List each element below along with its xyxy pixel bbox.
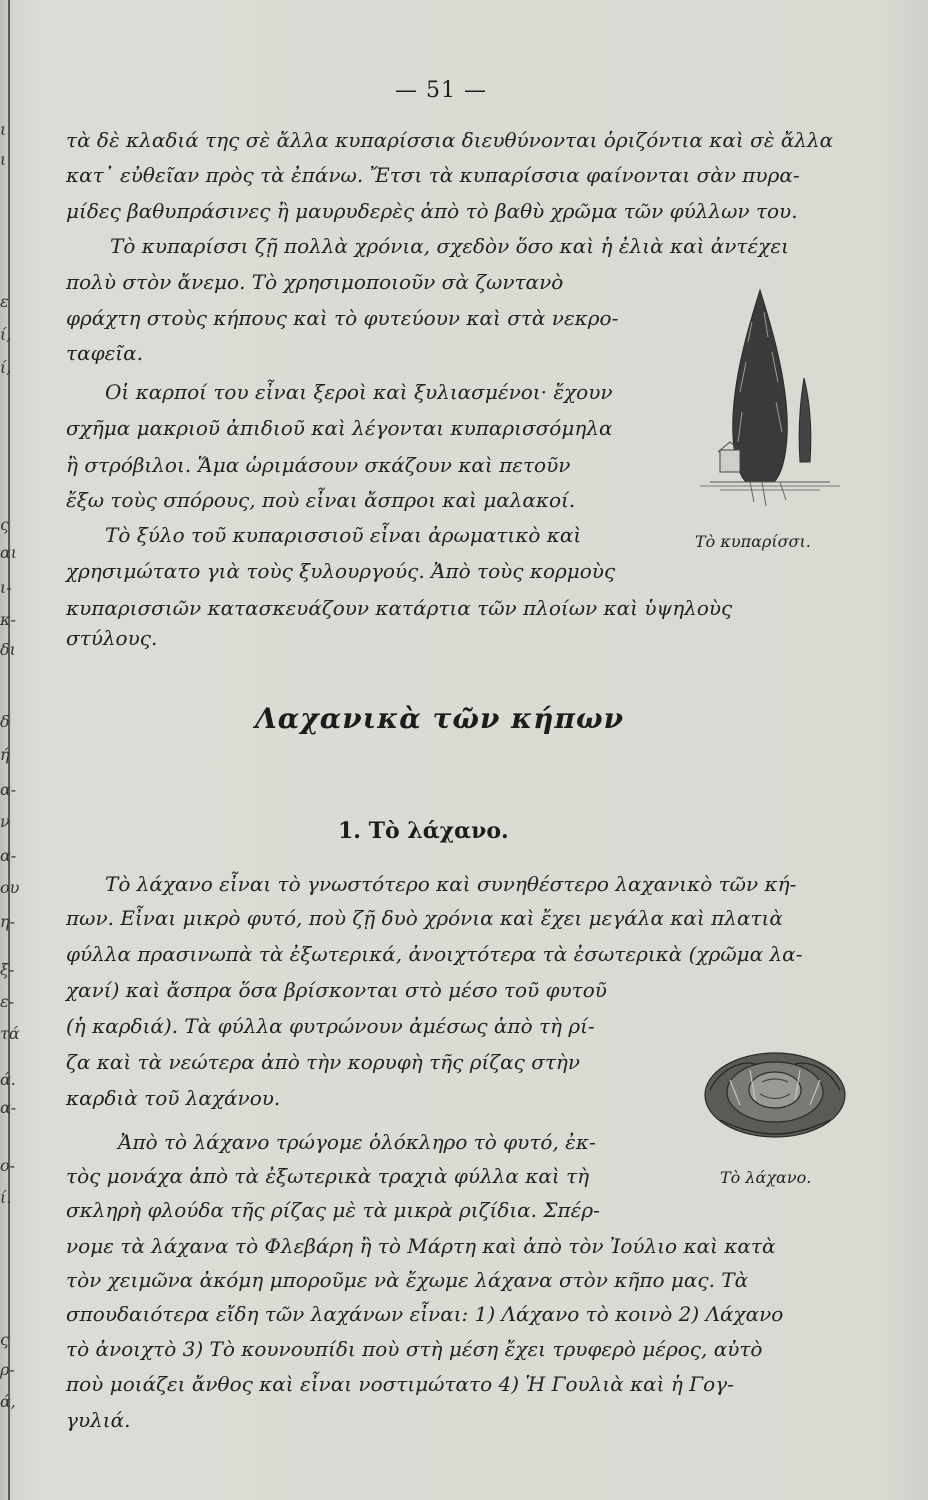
margin-fragment: α- <box>0 1098 17 1117</box>
margin-fragment: δ <box>0 712 10 731</box>
margin-fragment: ε <box>0 292 9 311</box>
cabbage-text-line: τὸς μονάχα ἀπὸ τὰ ἐξωτερικὰ τραχιὰ φύλλα καὶ τὴ <box>66 1164 590 1188</box>
cypress-text-line: σχῆμα μακριοῦ ἀπιδιοῦ καὶ λέγονται κυπαρισσόμηλα <box>66 416 613 440</box>
cypress-text-line: στύλους. <box>66 626 158 650</box>
margin-fragment: δι <box>0 640 16 659</box>
margin-fragment: ρ- <box>0 1360 15 1379</box>
margin-fragment: α- <box>0 780 17 799</box>
page-number: — 51 — <box>395 78 487 103</box>
margin-fragment: ί, <box>0 358 12 377</box>
cypress-illustration <box>690 282 850 522</box>
margin-fragment: ι- <box>0 578 12 597</box>
section-title: Λαχανικὰ τῶν κήπων <box>255 702 625 735</box>
cabbage-text-line: σκληρὴ φλούδα τῆς ρίζας μὲ τὰ μικρὰ ριζίδια. Σπέρ- <box>66 1198 600 1222</box>
cabbage-text-line: γυλιά. <box>66 1408 131 1432</box>
cabbage-caption: Τὸ λάχανο. <box>720 1168 812 1187</box>
margin-fragment: ά. <box>0 1070 16 1089</box>
cabbage-text-line: ποὺ μοιάζει ἄνθος καὶ εἶναι νοστιμώτατο 4) Ἡ Γουλιὰ καὶ ἡ Γογ- <box>66 1372 734 1396</box>
cabbage-text-line: νομε τὰ λάχανα τὸ Φλεβάρη ἢ τὸ Μάρτη καὶ ἀπὸ τὸν Ἰούλιο καὶ κατὰ <box>66 1234 776 1258</box>
cypress-text-line: Τὸ ξύλο τοῦ κυπαρισσιοῦ εἶναι ἀρωματικὸ καὶ <box>105 523 582 547</box>
subsection-title: 1. Τὸ λάχανο. <box>338 818 509 844</box>
cabbage-text-line: σπουδαιότερα εἴδη τῶν λαχάνων εἶναι: 1) Λάχανο τὸ κοινὸ 2) Λάχανο <box>66 1302 784 1326</box>
cypress-text-line: κατ᾽ εὐθεῖαν πρὸς τὰ ἐπάνω. Ἔτσι τὰ κυπαρίσσια φαίνονται σὰν πυρα- <box>66 163 800 187</box>
cypress-text-line: ταφεῖα. <box>66 341 144 365</box>
cypress-text-line: χρησιμώτατο γιὰ τοὺς ξυλουργούς. Ἀπὸ τοὺς κορμοὺς <box>66 559 616 583</box>
margin-fragment: α- <box>0 846 17 865</box>
cabbage-text-line: Ἀπὸ τὸ λάχανο τρώγομε ὁλόκληρο τὸ φυτό, ἐκ- <box>118 1130 596 1154</box>
cabbage-text-line: τὸν χειμῶνα ἀκόμη μποροῦμε νὰ ἔχωμε λάχανα στὸν κῆπο μας. Τὰ <box>66 1268 749 1292</box>
margin-fragment: ε- <box>0 992 14 1011</box>
cypress-text-line: κυπαρισσιῶν κατασκευάζουν κατάρτια τῶν πλοίων καὶ ὑψηλοὺς <box>66 596 733 620</box>
margin-fragment: ξ- <box>0 960 15 979</box>
margin-fragment: ο- <box>0 1156 16 1175</box>
cypress-text-line: φράχτη στοὺς κήπους καὶ τὸ φυτεύουν καὶ στὰ νεκρο- <box>66 306 619 330</box>
cypress-text-line: Τὸ κυπαρίσσι ζῇ πολλὰ χρόνια, σχεδὸν ὅσο καὶ ἡ ἐλιὰ καὶ ἀντέχει <box>110 234 789 258</box>
margin-fragment: ή <box>0 745 10 764</box>
margin-fragment: ι <box>0 150 7 169</box>
margin-fragment: ν <box>0 812 10 831</box>
cypress-text-line: ἔξω τοὺς σπόρους, ποὺ εἶναι ἄσπροι καὶ μαλακοί. <box>66 488 576 512</box>
cabbage-text-line: Τὸ λάχανο εἶναι τὸ γνωστότερο καὶ συνηθέστερο λαχανικὸ τῶν κή- <box>105 872 797 896</box>
margin-fragment: ς <box>0 515 9 534</box>
cabbage-text-line: (ἡ καρδιά). Τὰ φύλλα φυτρώνουν ἀμέσως ἀπὸ τὴ ρί- <box>66 1014 595 1038</box>
margin-fragment: ά, <box>0 1392 16 1411</box>
cabbage-text-line: φύλλα πρασινωπὰ τὰ ἐξωτερικά, ἀνοιχτότερα τὰ ἐσωτερικὰ (χρῶμα λα- <box>66 942 803 966</box>
cypress-caption: Τὸ κυπαρίσσι. <box>695 532 811 551</box>
margin-fragment: η- <box>0 912 15 931</box>
margin-fragment: κ- <box>0 610 16 629</box>
cabbage-text-line: καρδιὰ τοῦ λαχάνου. <box>66 1086 281 1110</box>
cypress-text-line: πολὺ στὸν ἄνεμο. Τὸ χρησιμοποιοῦν σὰ ζωντανὸ <box>66 270 564 294</box>
cabbage-text-line: τὸ ἀνοιχτὸ 3) Τὸ κουνουπίδι ποὺ στὴ μέση ἔχει τρυφερὸ μέρος, αὐτὸ <box>66 1337 763 1361</box>
cypress-text-line: Οἱ καρποί του εἶναι ξεροὶ καὶ ξυλιασμένοι· ἔχουν <box>105 380 613 404</box>
margin-fragment: ι <box>0 120 7 139</box>
cabbage-text-line: χανί) καὶ ἄσπρα ὅσα βρίσκονται στὸ μέσο τοῦ φυτοῦ <box>66 978 607 1002</box>
margin-fragment: τά <box>0 1024 20 1043</box>
cypress-text-line: ἢ στρόβιλοι. Ἅμα ὡριμάσουν σκάζουν καὶ πετοῦν <box>66 453 571 477</box>
margin-fragment: αι <box>0 543 18 562</box>
margin-fragment: ς <box>0 1330 9 1349</box>
margin-fragment: ί. <box>0 1188 12 1207</box>
cypress-text-line: μίδες βαθυπράσινες ἢ μαυρυδερὲς ἀπὸ τὸ βαθὺ χρῶμα τῶν φύλλων του. <box>66 199 798 223</box>
cabbage-text-line: πων. Εἶναι μικρὸ φυτό, ποὺ ζῇ δυὸ χρόνια καὶ ἔχει μεγάλα καὶ πλατιὰ <box>66 906 783 930</box>
margin-fragment: ί, <box>0 325 12 344</box>
cabbage-illustration <box>700 1030 850 1150</box>
cypress-text-line: τὰ δὲ κλαδιά της σὲ ἄλλα κυπαρίσσια διευθύνονται ὁριζόντια καὶ σὲ ἄλλα <box>66 128 834 152</box>
margin-fragment: ου <box>0 878 20 897</box>
cabbage-text-line: ζα καὶ τὰ νεώτερα ἀπὸ τὴν κορυφὴ τῆς ρίζας στὴν <box>66 1050 581 1074</box>
